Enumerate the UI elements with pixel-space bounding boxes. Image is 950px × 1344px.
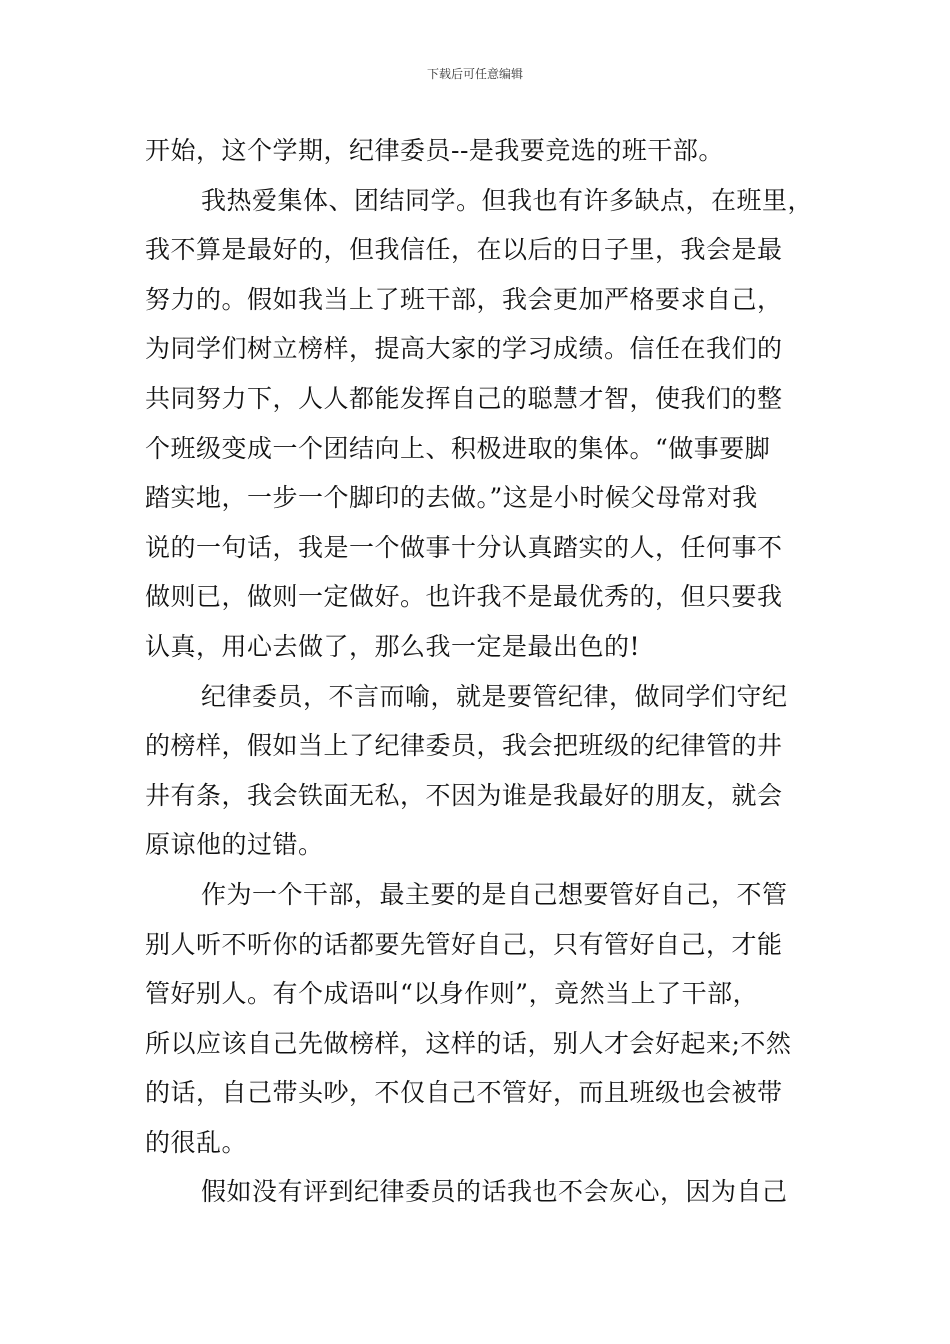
text-line: 努力的。假如我当上了班干部，我会更加严格要求自己， xyxy=(145,284,783,314)
text-line-paragraph-start: 作为一个干部，最主要的是自己想要管好自己，不管 xyxy=(201,879,788,909)
page-header-note: 下载后可任意编辑 xyxy=(426,67,523,81)
text-line-paragraph-start: 纪律委员，不言而喻，就是要管纪律，做同学们守纪 xyxy=(201,681,788,711)
text-line: 的话，自己带头吵，不仅自己不管好，而且班级也会被带 xyxy=(145,1078,783,1108)
text-line-paragraph-start: 我热爱集体、团结同学。但我也有许多缺点，在班里， xyxy=(201,185,814,215)
text-line: 说的一句话，我是一个做事十分认真踏实的人，任何事不 xyxy=(145,532,783,562)
text-line: 管好别人。有个成语叫“以身作则”，竟然当上了干部， xyxy=(145,979,759,1009)
text-line: 的很乱。 xyxy=(145,1127,248,1157)
document-body xyxy=(145,126,820,1217)
text-line: 个班级变成一个团结向上、积极进取的集体。“做事要脚 xyxy=(145,433,771,463)
text-line: 踏实地，一步一个脚印的去做。”这是小时候父母常对我 xyxy=(145,483,758,513)
text-line: 所以应该自己先做榜样，这样的话，别人才会好起来;不然 xyxy=(145,1028,792,1058)
text-line: 开始，这个学期，纪律委员--是我要竞选的班干部。 xyxy=(145,136,724,165)
text-line: 为同学们树立榜样，提高大家的学习成绩。信任在我们的 xyxy=(145,334,783,364)
text-line: 做则已，做则一定做好。也许我不是最优秀的，但只要我 xyxy=(145,582,783,612)
text-line: 原谅他的过错。 xyxy=(145,830,324,860)
text-line: 的榜样，假如当上了纪律委员，我会把班级的纪律管的井 xyxy=(145,731,783,761)
text-line-paragraph-start: 假如没有评到纪律委员的话我也不会灰心，因为自己 xyxy=(201,1177,788,1207)
text-line: 我不算是最好的，但我信任，在以后的日子里，我会是最 xyxy=(145,235,783,265)
text-line: 别人听不听你的话都要先管好自己，只有管好自己，才能 xyxy=(145,929,783,959)
text-line: 认真，用心去做了，那么我一定是最出色的! xyxy=(145,631,641,661)
text-line: 共同努力下，人人都能发挥自己的聪慧才智，使我们的整 xyxy=(145,383,783,413)
text-line: 井有条，我会铁面无私，不因为谁是我最好的朋友，就会 xyxy=(145,780,783,810)
